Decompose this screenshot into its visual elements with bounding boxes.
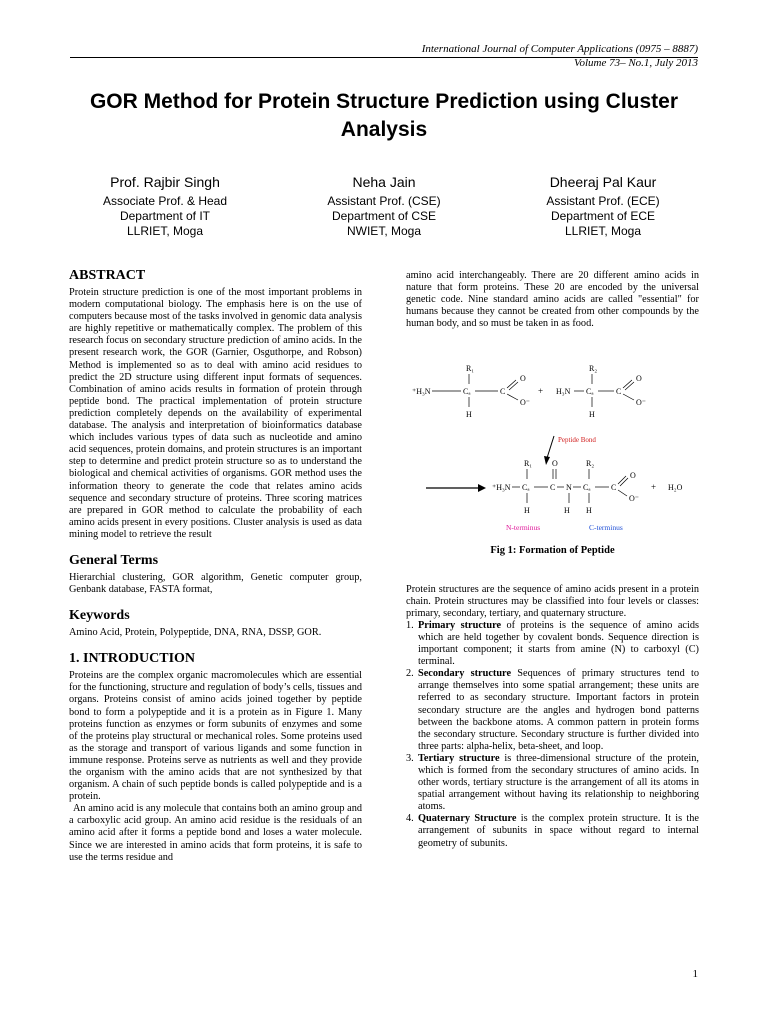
list-item	[406, 668, 699, 753]
c-label: C	[550, 483, 556, 493]
list-number: 2.	[406, 668, 414, 680]
author-inst: NWIET, Moga	[346, 224, 421, 238]
bond-line	[507, 394, 518, 400]
left-column	[69, 268, 362, 864]
h3n-label: H₃N	[556, 387, 571, 397]
author-dept: Department of ECE	[550, 209, 656, 223]
list-term: Quaternary Structure	[418, 813, 517, 825]
bond-line	[625, 382, 634, 390]
r2-label: R₂	[586, 459, 595, 469]
list-text: is three-dimensional structure of the protein, which is formed from the secondary structures of amino acids. In other words, tertiary structure is the arrangement of all its atoms in spatial arrangement without having its relationship to neighboring atoms.	[418, 752, 699, 813]
r2-label: R₂	[589, 364, 598, 374]
peptide-figure	[406, 338, 699, 543]
h-label: H	[589, 410, 595, 420]
c-alpha-label: Cₐ	[583, 483, 591, 493]
bond-line	[623, 380, 632, 388]
list-number: 1.	[406, 619, 414, 631]
right-column	[406, 270, 699, 850]
list-text: Sequences of primary structures tend to arrange themselves into some spatial arrangement; these units are referred to as secondary structure. Important factors in protein secondary structure are the angles and hydrogen bond patterns between the backbone atoms. A common pattern in protein forms the secondary structure. Secondary structure is further divided into three parts: alpha-helix, beta-sheet, and loop.	[418, 668, 699, 752]
bond-line	[620, 478, 628, 486]
author-role: Associate Prof. & Head	[102, 194, 228, 208]
c-alpha-label: Cₐ	[586, 387, 594, 397]
c-alpha-label: Cₐ	[522, 483, 530, 493]
author-role: Assistant Prof. (ECE)	[546, 194, 660, 208]
o-minus-label: O⁻	[629, 494, 639, 504]
journal-header	[422, 42, 698, 70]
author-block	[60, 172, 708, 239]
h-label: H	[524, 506, 530, 516]
bond-line	[509, 382, 518, 390]
keywords-heading: Keywords	[69, 608, 130, 624]
structures-intro: Protein structures are the sequence of amino acids present in a protein chain. Protein structures may be classified into four levels or classes: primary, secondary, tertiary, and quaternary structure.	[406, 583, 699, 619]
o-label: O	[630, 471, 636, 481]
c-label: C	[616, 387, 622, 397]
h2o-label: H₂O	[668, 483, 683, 493]
page-number: 1	[692, 968, 698, 980]
structure-list	[406, 620, 699, 850]
bond-line	[623, 394, 634, 400]
r1-label: R₁	[524, 459, 533, 469]
h-label: H	[586, 506, 592, 516]
paper-title: GOR Method for Protein Structure Prediction using Cluster Analysis	[89, 90, 679, 141]
author-name: Neha Jain	[352, 174, 416, 190]
introduction-para-1: Proteins are the complex organic macromolecules which are essential for the functioning, structure and regulation of body’s cells, tissues and organs. Proteins consist of amino acids joined together by peptide bond to form a polypeptide and it is a protein as in Figure 1. Many proteins function as enzymes or form subunits of enzymes and some of the proteins play structural or mechanical roles. Some proteins used as the storage and transport of various ligands and some function in immune response. Proteins serve as nutrients as well and they provide the organism with the amino acids that are not synthesized by that organism. A chain of such peptide bonds is called polypeptide and is a protein.	[69, 670, 362, 803]
peptide-bond-label: Peptide Bond	[558, 436, 596, 445]
author-dept: Department of IT	[119, 209, 211, 223]
list-number: 3.	[406, 752, 414, 764]
bond-line	[507, 380, 516, 388]
author-name: Prof. Rajbir Singh	[110, 174, 220, 190]
abstract-text: Protein structure prediction is one of the most important problems in modern computational biology. The emphasis here is on the use of computers because most of the tasks involved in genomic data analysis are highly repetitive or mathematically complex. The problem of this research focus on secondary structure prediction of amino acids. In the present research work, the GOR (Garnier, Osguthorpe, and Robson) Method is implemented so as to deal with amino acid residues to predict the 2D structure using different input formats of sequences. Combination of amino acids results in formation of protein through peptide bond. The practical implementation of protein structure prediction completely depends on the availability of experimental database. The analysis and interpretation of bioinformatics database which includes various types of data such as nucleotide and amino acid sequences, protein domains, and protein structures is an important step to determine and predict protein structure so as to understand the biological and chemical activities of organisms. GOR method uses the information theory to generate the code that relates amino acids sequence and secondary structure of proteins. Three scoring matrices are prepared in GOR method to calculate the probability of each amino acids present in every positions. Cluster analysis is used as data mining model to retrieve the result	[69, 287, 362, 540]
list-text: of proteins is the sequence of amino acids which are held together by covalent bonds. Sequence direction is important component; it starts from amine (N) to carboxyl (C) terminal.	[418, 619, 700, 668]
h3n-plus-label: ⁺H₃N	[412, 387, 431, 397]
c-label: C	[611, 483, 617, 493]
h-label: H	[466, 410, 472, 420]
introduction-heading: 1. INTRODUCTION	[69, 651, 196, 667]
c-alpha-label: Cₐ	[463, 387, 471, 397]
o-label: O	[636, 374, 642, 384]
author-2	[279, 172, 489, 239]
h-label: H	[564, 506, 570, 516]
author-role: Assistant Prof. (CSE)	[327, 194, 441, 208]
list-item	[406, 753, 699, 813]
author-3	[498, 172, 708, 239]
journal-name: International Journal of Computer Applications (0975 – 8887)	[421, 43, 698, 55]
introduction-para-2: An amino acid is any molecule that contains both an amino group and a carboxylic acid group. An amino acid residue is the residuals of an amino acid after it forms a peptide bond and loses a water molecule. Since we are interested in amino acids that form proteins, it is safe to use the terms residue and	[69, 803, 362, 863]
list-item	[406, 620, 699, 668]
figure-caption: Fig 1: Formation of Peptide	[490, 545, 615, 557]
h3n-plus-label: ⁺H₃N	[492, 483, 511, 493]
author-1	[60, 172, 270, 239]
o-label: O	[552, 459, 558, 469]
keywords-text: Amino Acid, Protein, Polypeptide, DNA, RNA, DSSP, GOR.	[69, 627, 322, 639]
r1-label: R₁	[466, 364, 475, 374]
o-label: O	[520, 374, 526, 384]
list-term: Secondary structure	[418, 668, 512, 680]
reaction-arrow-head	[478, 484, 486, 492]
bond-line	[618, 476, 626, 484]
n-label: N	[566, 483, 572, 493]
o-minus-label: O⁻	[636, 398, 646, 408]
c-label: C	[500, 387, 506, 397]
bond-line	[618, 490, 627, 496]
arrow-line	[547, 436, 554, 458]
plus-sign: +	[538, 386, 544, 397]
list-item	[406, 813, 699, 849]
general-terms-text: Hierarchial clustering, GOR algorithm, Genetic computer group, Genbank database, FASTA format,	[69, 571, 362, 596]
author-inst: LLRIET, Moga	[564, 224, 642, 238]
list-term: Tertiary structure	[418, 752, 500, 764]
abstract-heading: ABSTRACT	[69, 268, 146, 283]
o-minus-label: O⁻	[520, 398, 530, 408]
peptide-diagram	[406, 338, 699, 543]
introduction-para-2-continued: amino acid interchangeably. There are 20 different amino acids in nature that form proteins. These 20 are encoded by the universal genetic code. Nine standard amino acids are called "essential" for humans because they cannot be created from other compounds by the human body, and so must be taken in as food.	[406, 270, 699, 330]
list-text: is the complex protein structure. It is the arrangement of subunits in space without regard to internal geometry of subunits.	[418, 813, 699, 849]
arrow-head	[544, 456, 550, 465]
general-terms-heading: General Terms	[69, 552, 159, 568]
author-inst: LLRIET, Moga	[126, 224, 204, 238]
n-terminus-label: N-terminus	[506, 523, 541, 533]
plus-sign: +	[651, 482, 657, 493]
header-rule	[70, 57, 698, 58]
c-terminus-label: C-terminus	[589, 523, 623, 533]
author-name: Dheeraj Pal Kaur	[549, 174, 657, 190]
list-number: 4.	[406, 813, 414, 825]
list-term: Primary structure	[418, 619, 502, 631]
author-dept: Department of CSE	[331, 209, 437, 223]
journal-volume: Volume 73– No.1, July 2013	[573, 57, 698, 69]
